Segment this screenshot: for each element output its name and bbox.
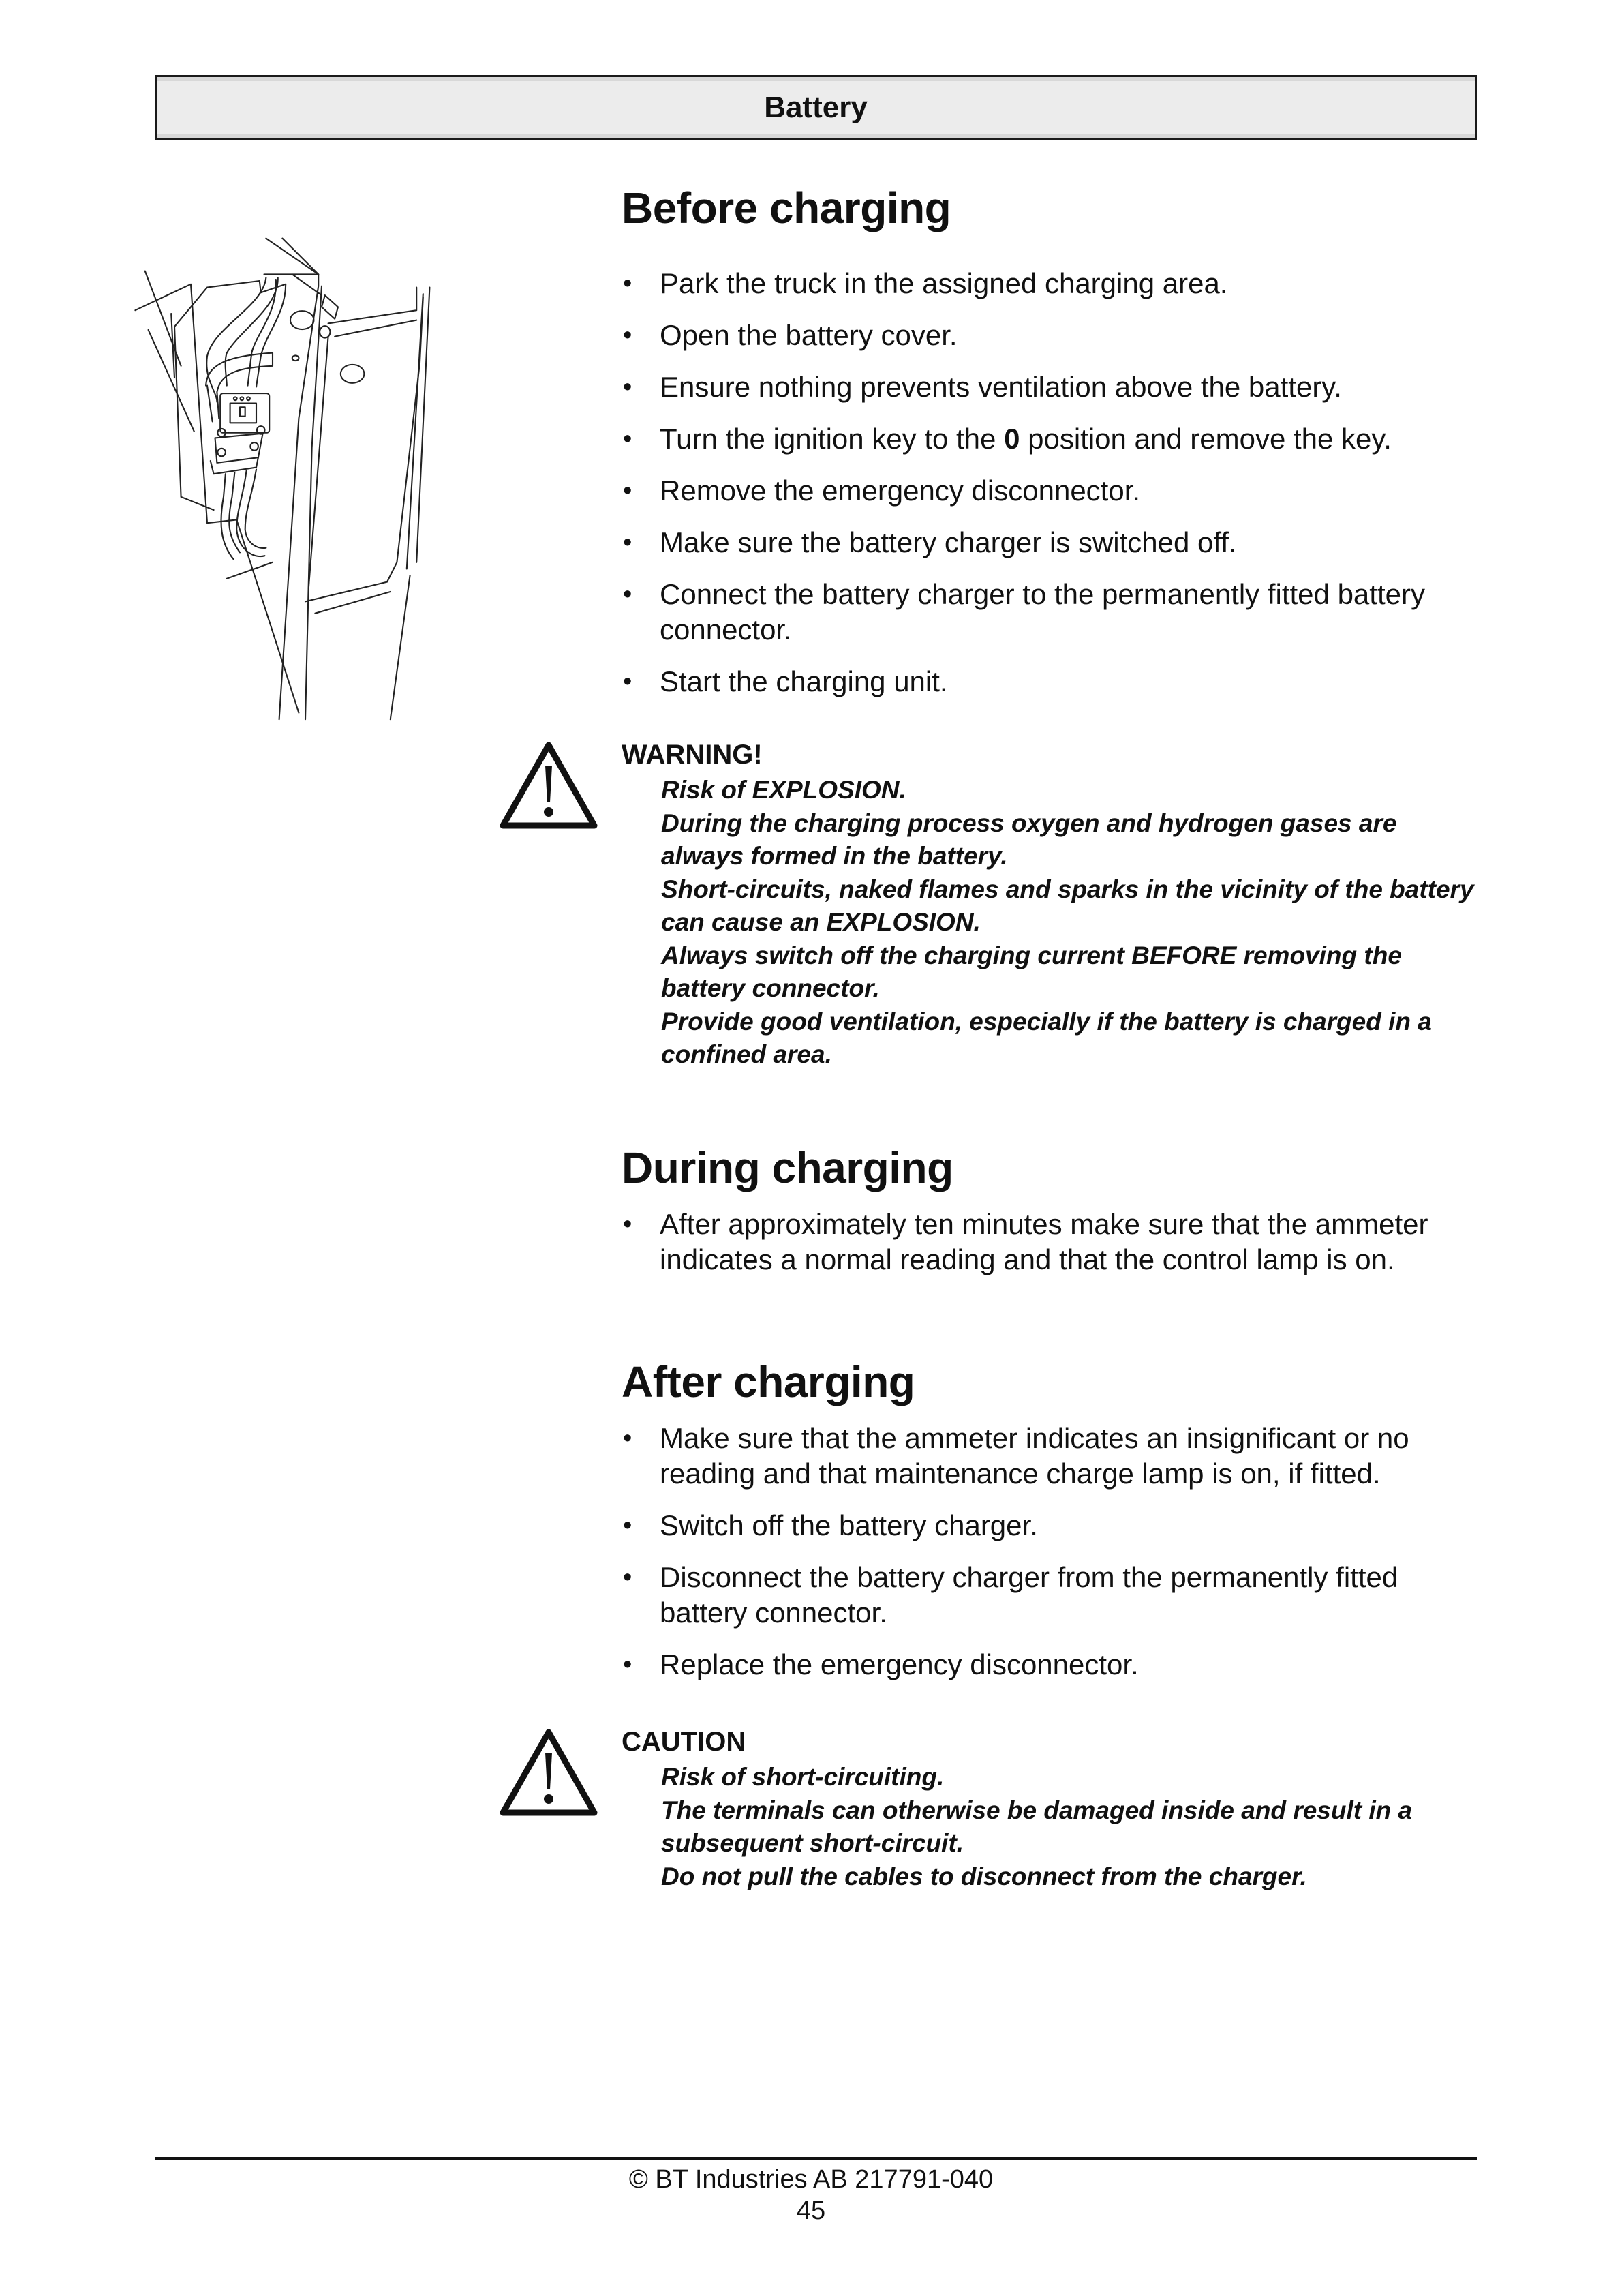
page-number: 45 — [796, 2196, 826, 2225]
header-title: Battery — [764, 91, 868, 124]
list-item-text: position and remove the key. — [1020, 423, 1392, 455]
battery-connector-illustration — [109, 218, 600, 736]
list-item: • Park the truck in the assigned charging area. — [622, 266, 1480, 301]
section-during-charging — [622, 1143, 1480, 1294]
during-charging-list — [622, 1207, 1480, 1278]
section-heading: During charging — [622, 1143, 953, 1192]
list-item: • Disconnect the battery charger from the permanently fitted battery connector. — [622, 1560, 1480, 1631]
warning-body — [661, 774, 1486, 1072]
warning-line: Always switch off the charging current BEFORE removing the battery connector. — [661, 941, 1402, 1002]
list-item — [622, 421, 1480, 457]
page-header — [155, 75, 1477, 140]
list-item: • Open the battery cover. — [622, 318, 1480, 353]
caution-body — [661, 1761, 1486, 1893]
footer-divider — [155, 2157, 1477, 2160]
caution-line: Do not pull the cables to disconnect from the charger. — [661, 1862, 1307, 1890]
list-item: • Start the charging unit. — [622, 664, 1480, 699]
list-item: • Switch off the battery charger. — [622, 1508, 1480, 1543]
section-heading: Before charging — [622, 183, 951, 232]
warning-triangle-icon — [498, 740, 600, 832]
list-item: • Replace the emergency disconnector. — [622, 1647, 1480, 1682]
section-heading: After charging — [622, 1357, 915, 1406]
caution-line: The terminals can otherwise be damaged inside and result in a subsequent short-circuit. — [661, 1796, 1413, 1857]
list-item-text: Turn the ignition key to the — [660, 423, 1005, 455]
section-before-charging — [622, 183, 1480, 716]
warning-line: Provide good ventilation, especially if the battery is charged in a confined area. — [661, 1007, 1432, 1068]
warning-line: Short-circuits, naked flames and sparks in the vicinity of the battery can cause an EXPLOSION. — [661, 875, 1474, 936]
after-charging-list — [622, 1421, 1480, 1682]
footer-copyright: © BT Industries AB 217791-040 — [628, 2165, 994, 2194]
warning-title: WARNING! — [622, 740, 763, 770]
list-item: • Ensure nothing prevents ventilation above the battery. — [622, 369, 1480, 405]
warning-line: During the charging process oxygen and hydrogen gases are always formed in the battery. — [661, 809, 1397, 870]
warning-line: Risk of EXPLOSION. — [661, 776, 906, 804]
warning-triangle-icon — [498, 1727, 600, 1819]
caution-title: CAUTION — [622, 1727, 746, 1757]
before-charging-list — [622, 266, 1480, 699]
list-item: • Make sure that the ammeter indicates an insignificant or no reading and that maintenance charge lamp is on, if fitted. — [622, 1421, 1480, 1492]
list-item: • Make sure the battery charger is switched off. — [622, 525, 1480, 560]
caution-line: Risk of short-circuiting. — [661, 1763, 945, 1791]
list-item: • Remove the emergency disconnector. — [622, 473, 1480, 509]
list-item: • Connect the battery charger to the permanently fitted battery connector. — [622, 577, 1480, 648]
section-after-charging — [622, 1357, 1480, 1699]
ignition-position-value: 0 — [1004, 423, 1020, 455]
list-item: • After approximately ten minutes make sure that the ammeter indicates a normal reading and that the control lamp is on. — [622, 1207, 1480, 1278]
